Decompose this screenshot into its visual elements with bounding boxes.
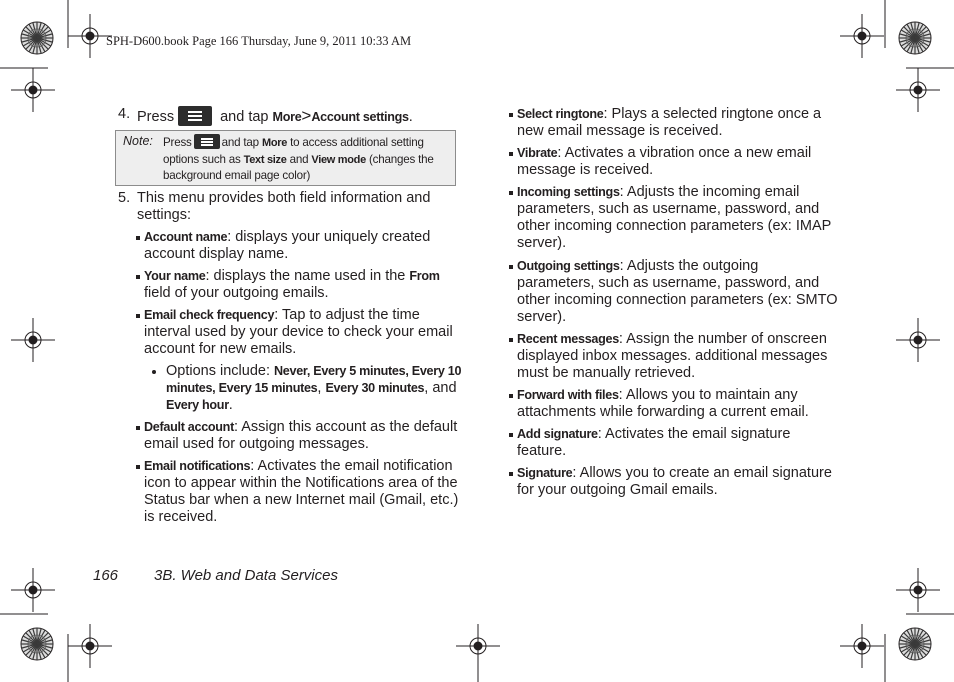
crosshair-mark [11,568,55,612]
bullet-square [509,433,513,437]
step-text: This menu provides both field information and settings: [137,190,431,223]
account-settings-term: Account settings [311,110,409,124]
crosshair-mark [896,318,940,362]
step-number: 5. [118,190,131,206]
menu-key-icon [178,106,212,126]
print-header: SPH-D600.book Page 166 Thursday, June 9, 2011 10:33 AM [106,34,412,48]
bullet-square [509,152,513,156]
bullet-square [136,314,140,318]
bullet-square [509,338,513,342]
star-target-mark [21,628,53,660]
crosshair-mark [11,68,55,112]
star-target-mark [21,22,53,54]
crosshair-mark [68,624,112,668]
crosshair-mark [896,68,940,112]
note-text: Press and tap More to access additional setting options such as Text size and View mode (changes the background email page color) [163,136,434,182]
and-tap-text: and tap [220,109,269,125]
bullet-square [509,265,513,269]
crosshair-mark [840,14,884,58]
note-box [115,130,456,186]
crosshair-mark [896,568,940,612]
page-number: 166 [93,567,119,584]
bullet-dot [152,370,156,374]
bullet-square [136,236,140,240]
press-text: Press [137,109,175,125]
bullet-square [509,394,513,398]
more-term: More [272,110,302,124]
bullet-square [509,472,513,476]
crosshair-mark [840,624,884,668]
star-target-mark [899,22,931,54]
star-target-mark [899,628,931,660]
arrow-glyph: > [301,106,312,125]
bullet-square [136,426,140,430]
section-title: 3B. Web and Data Services [154,567,338,584]
bullet-square [509,191,513,195]
bullet-square [136,465,140,469]
menu-key-icon [194,134,220,149]
bullet-square [136,275,140,279]
note-label: Note: [123,134,153,148]
bullet-square [509,113,513,117]
step-number: 4. [118,106,131,122]
crosshair-mark [11,318,55,362]
crosshair-mark [456,624,500,668]
